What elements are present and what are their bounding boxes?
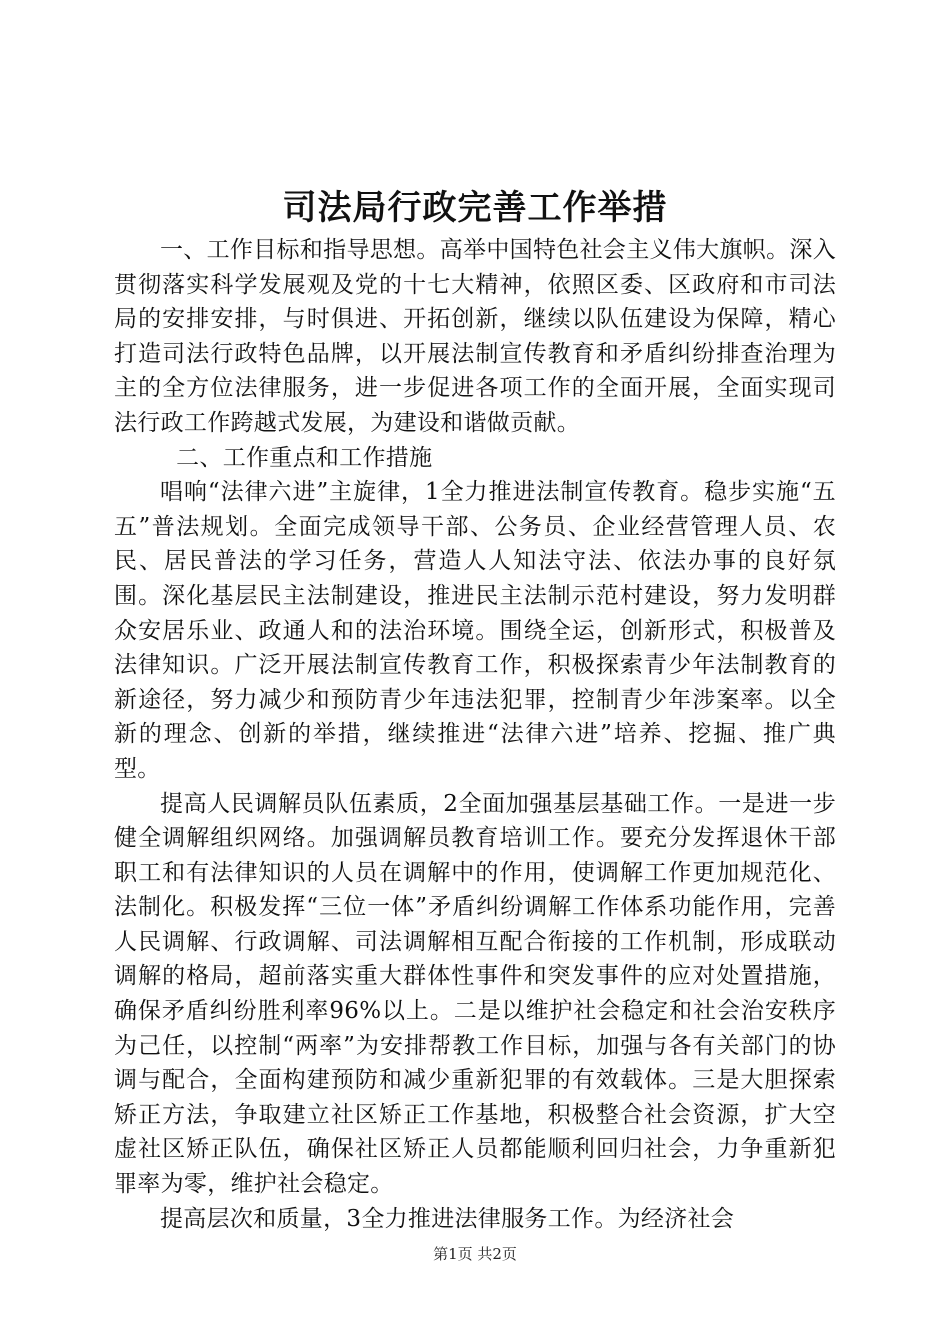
paragraph-legal-services: 提高层次和质量，3全力推进法律服务工作。为经济社会 bbox=[160, 1205, 735, 1232]
document-title: 司法局行政完善工作举措 bbox=[282, 188, 668, 228]
paragraph-legal-publicity: 唱响“法律六进”主旋律，1全力推进法制宣传教育。稳步实施“五五”普法规划。全面完成领导干部、公务员、企业经营管理人员、农民、居民普法的学习任务，营造人人知法守法、依法办事的良好氛围。深化基层民主法制建设，推进民主法制示范村建设，努力发明群众安居乐业、政通人和的法治环境。围绕全运，创新形式，积极普及法律知识。广泛开展法制宣传教育工作，积极探索青少年法制教育的新途径，努力减少和预防青少年违法犯罪，控制青少年涉案率。以全新的理念、创新的举措，继续推进“法律六进”培养、挖掘、推广典型。 bbox=[114, 479, 836, 782]
paragraph-work-goals: 一、工作目标和指导思想。高举中国特色社会主义伟大旗帜。深入贯彻落实科学发展观及党的十七大精神，依照区委、区政府和市司法局的安排安排，与时俱进、开拓创新，继续以队伍建设为保障，精心打造司法行政特色品牌，以开展法制宣传教育和矛盾纠纷排查治理为主的全方位法律服务，进一步促进各项工作的全面开展，全面实现司法行政工作跨越式发展，为建设和谐做贡献。 bbox=[114, 237, 836, 436]
document-body bbox=[114, 233, 836, 1236]
page-number-footer: 第1页 共2页 bbox=[433, 1245, 517, 1263]
paragraph-grassroots-work: 提高人民调解员队伍素质，2全面加强基层基础工作。一是进一步健全调解组织网络。加强调解员教育培训工作。要充分发挥退休干部职工和有法律知识的人员在调解中的作用，使调解工作更加规范化、法制化。积极发挥“三位一体”矛盾纠纷调解工作体系功能作用，完善人民调解、行政调解、司法调解相互配合衔接的工作机制，形成联动调解的格局，超前落实重大群体性事件和突发事件的应对处置措施，确保矛盾纠纷胜利率96%以上。二是以维护社会稳定和社会治安秩序为己任，以控制“两率”为安排帮教工作目标，加强与各有关部门的协调与配合，全面构建预防和减少重新犯罪的有效载体。三是大胆探索矫正方法，争取建立社区矫正工作基地，积极整合社会资源，扩大空虚社区矫正队伍，确保社区矫正人员都能顺利回归社会，力争重新犯罪率为零，维护社会稳定。 bbox=[114, 790, 836, 1198]
section-heading-work-focus: 二、工作重点和工作措施 bbox=[176, 444, 433, 471]
